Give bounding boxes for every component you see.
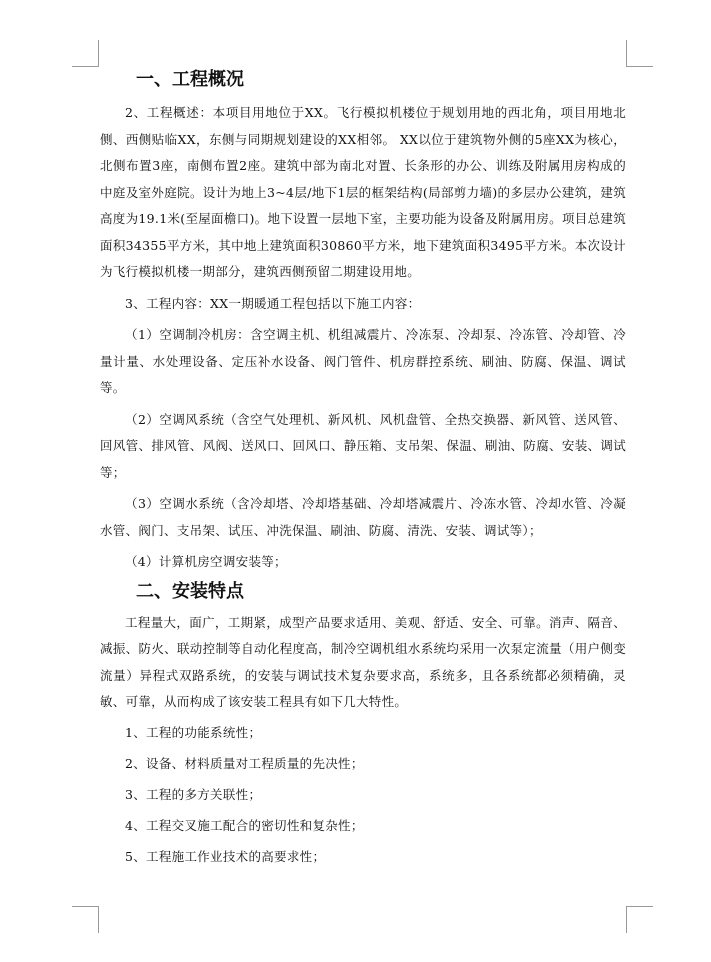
list-item-feature: 2、设备、材料质量对工程质量的先决性； [125, 755, 364, 771]
paragraph-project-content: 3、工程内容：XX一期暖通工程包括以下施工内容： [125, 295, 421, 311]
document-body [100, 66, 626, 871]
paragraph-chiller-room: （1）空调制冷机房：含空调主机、机组减震片、冷冻泵、冷却泵、冷冻管、冷却管、冷量计量、水处理设备、定压补水设备、阀门管件、机房群控系统、刷油、防腐、保温、调试等。 [100, 327, 626, 395]
page-corner-mark-top-left [72, 40, 99, 67]
list-item-feature: 5、工程施工作业技术的高要求性； [125, 848, 326, 864]
paragraph-computer-room-ac: （4）计算机房空调安装等； [125, 554, 287, 569]
section-heading-install-features: 二、安装特点 [136, 580, 244, 602]
list-item-feature: 1、工程的功能系统性； [125, 724, 262, 740]
paragraph-project-overview: 2、工程概述：本项目用地位于XX。飞行模拟机楼位于规划用地的西北角，项目用地北侧、西侧贴临XX，东侧与同期规划建设的XX相邻。 XX以位于建筑物外侧的5座XX为核心，北侧布置3座，南侧布置2座。建筑中部为南北对置、长条形的办公、训练及附属用房构成的中庭及室外庭院。设计为地上3~4层/地下1层的框架结构(局部剪力墙)的多层办公建筑，建筑高度为19.1米(至屋面檐口)。地下设置一层地下室，主要功能为设备及附属用房。项目总建筑面积34355平方米，其中地上建筑面积30860平方米，地下建筑面积3495平方米。本次设计为飞行模拟机楼一期部分，建筑西侧预留二期建设用地。 [100, 105, 626, 279]
page-corner-mark-top-right [626, 40, 653, 67]
paragraph-air-system: （2）空调风系统（含空气处理机、新风机、风机盘管、全热交换器、新风管、送风管、回风管、排风管、风阀、送风口、回风口、静压箱、支吊架、保温、刷油、防腐、安装、调试等； [100, 411, 626, 480]
page-corner-mark-bottom-left [72, 906, 99, 933]
paragraph-install-intro: 工程量大，面广，工期紧，成型产品要求适用、美观、舒适、安全、可靠。消声、隔音、减振、防火、联动控制等自动化程度高，制冷空调机组水系统均采用一次泵定流量（用户侧变流量）异程式双路系统，的安装与调试技术复杂要求高，系统多，且各系统都必须精确，灵敏、可靠，从而构成了该安装工程具有如下几大特性。 [100, 614, 626, 709]
section-heading-overview: 一、工程概况 [136, 69, 244, 90]
list-item-feature: 3、工程的多方关联性； [125, 786, 262, 802]
paragraph-water-system: （3）空调水系统（含冷却塔、冷却塔基础、冷却塔减震片、冷冻水管、冷却水管、冷凝水管、阀门、支吊架、试压、冲洗保温、刷油、防腐、清洗、安装、调试等）； [100, 496, 626, 538]
list-item-feature: 4、工程交叉施工配合的密切性和复杂性； [125, 817, 364, 833]
page-corner-mark-bottom-right [626, 906, 653, 933]
